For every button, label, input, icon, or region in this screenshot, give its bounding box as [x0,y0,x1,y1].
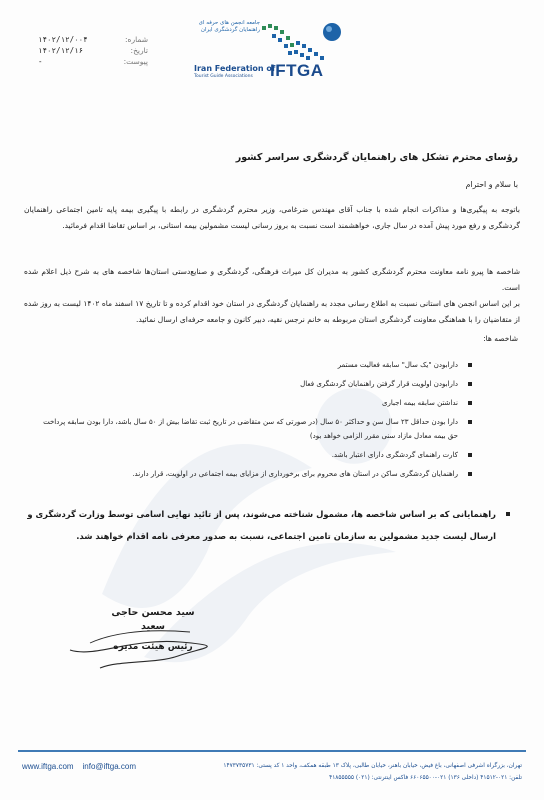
letter-number-label: شماره: [125,35,148,44]
bullet-icon [468,401,472,405]
list-item [42,415,472,443]
list-item [42,396,472,410]
footer-address-block [182,760,522,784]
logo-english-subname: Tourist Guide Associations [194,74,253,79]
letter-attachment: - [38,57,43,66]
letter-meta [38,34,148,67]
criteria-item-text: نداشتن سابقه بیمه اجباری [381,399,458,407]
signatory-name: سید محسن حاجی سعید [111,607,195,632]
letter-attachment-row [38,56,148,67]
paragraph-2: شاخصه ها پیرو نامه معاونت محترم گردشگری کشور به مدیران کل میراث فرهنگی، گردشگری و صنایع‌دستی استان‌ها شاخصه های به شرح ذیل اعلام شده است. [24,267,520,292]
list-item [42,467,472,481]
criteria-item-text: دارا بودن حداقل ۲۳ سال سن و حداکثر ۵۰ سال (در صورتی که سن متقاضی در تاریخ ثبت تقاضا بیش از ۵۰ سال باشد، دارا بودن سابقه پرداخت حق بیمه معادل مازاد سنی مقرر الزامی خواهد بود) [43,418,458,440]
letter-attachment-label: پیوست: [123,57,148,66]
letter-date: ۱۴۰۲/۱۲/۱۶ [38,46,84,55]
footer-contact [22,762,136,771]
logo-english-name: Iran Federation of [194,64,276,73]
letter-recipient: رؤسای محترم تشکل های راهنمایان گردشگری سراسر کشور [235,152,518,163]
letter-date-row [38,45,148,56]
signatory-title: رئیس هیئت مدیره [113,642,193,652]
list-item [42,377,472,391]
letter-date-label: تاریخ: [130,46,148,55]
letter-greeting: با سلام و احترام [465,180,518,189]
paragraph-3: بر این اساس انجمن های استانی نسبت به اطلاع رسانی مجدد به راهنمایان گردشگری در استان خود اقدام کرده و تا تاریخ ۱۷ اسفند ماه ۱۴۰۲ لیست به روز شده از متقاضیان را با هماهنگی معاونت گردشگری استان مربوطه به خانم نرجس نقیه، دبیر کانون و جامعه حرفه‌ای ارسال نمائید. [24,299,521,324]
letter-number: ۱۴۰۲/۱۲/۰۰۴ [38,35,88,44]
logo-persian-name: جامعه انجمن های حرفه ای راهنمایان گردشگری ایران [198,20,260,33]
footer-divider [18,750,526,752]
footer-separator [76,762,80,771]
bullet-icon [468,453,472,457]
bullet-icon [506,512,510,516]
bullet-icon [468,472,472,476]
final-note [24,503,510,547]
list-item [42,358,472,372]
criteria-title: شاخصه ها: [483,334,518,343]
bullet-icon [468,420,472,424]
bullet-icon [468,382,472,386]
signatory-block [98,606,208,654]
footer-address: تهران، بزرگراه اشرفی اصفهانی، باغ فیض، خیابان باهنر، خیابان طالبی، پلاک ۱۳ طبقه همکف، واحد ۱ کد پستی: ۱۴۷۳۷۳۵۷۳۱ [223,763,522,769]
iftga-logo [192,16,347,94]
logo-abbreviation: IFTGA [270,61,324,80]
criteria-item-text: کارت راهنمای گردشگری دارای اعتبار باشد. [331,451,458,459]
criteria-item-text: راهنمایان گردشگری ساکن در استان های محروم برای برخورداری از مزایای بیمه اجتماعی در اولویت، قرار دارند. [132,470,458,478]
final-note-text: راهنمایانی که بر اساس شاخصه ها، مشمول شناخته می‌شوند، پس از تائید نهایی اسامی توسط وزارت گردشگری و ارسال لیست جدید مشمولین به سازمان تامین اجتماعی، نسبت به صدور معرفی نامه اقدام خواهند شد. [27,509,496,541]
list-item [42,448,472,462]
footer-website-link[interactable]: www.iftga.com [22,762,74,771]
paragraph-1: باتوجه به پیگیری‌ها و مذاکرات انجام شده با جناب آقای مهندس ضرغامی، وزیر محترم گردشگری در رابطه با پیگیری بیمه پایه تامین اجتماعی راهنمایان گردشگری و رفع مورد پیش آمده در سال جاری، خواهشمند است نسبت به بروز رسانی لیست مشمولین بیمه استانی، بر اساس تقاضا اقدام فرمائید. [24,205,520,230]
criteria-item-text: دارابودن اولویت قرار گرفتن راهنمایان گردشگری فعال [300,380,458,388]
bullet-icon [468,363,472,367]
footer-email-link[interactable]: info@iftga.com [82,762,136,771]
criteria-item-text: دارابودن "یک سال" سابقه فعالیت مستمر [337,361,458,369]
letter-number-row [38,34,148,45]
criteria-list [42,358,472,486]
footer-phones: تلفن: ۰۲۱-۴۱۵۱۲ (داخلی ۱۳۶) ۰۲۱-۶۶۰۶۵۵۰۰ فاکس اینترنتی: (۰۲۱) ۴۱۸۵۵۵۵۵ [329,775,522,781]
